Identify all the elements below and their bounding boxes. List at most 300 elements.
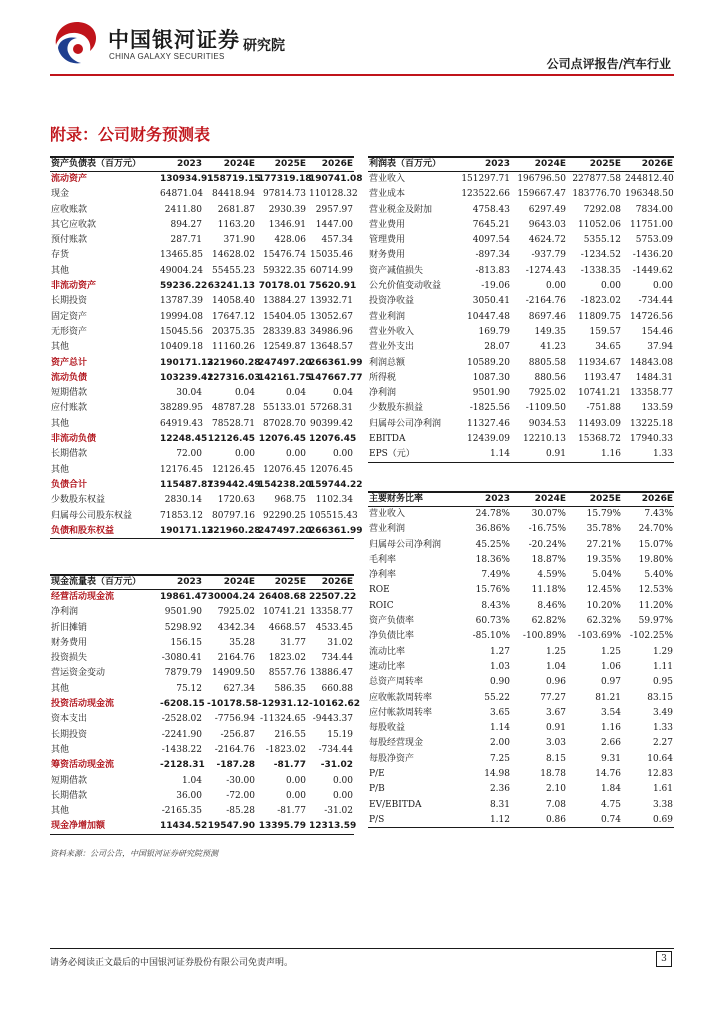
value-cell: -31.02	[320, 760, 353, 771]
value-cell: 110128.32	[309, 189, 358, 200]
table-row	[50, 743, 354, 758]
table-row	[368, 660, 674, 675]
value-cell: 0.04	[285, 388, 306, 399]
value-cell: 154238.20	[258, 479, 312, 490]
value-cell: 3.03	[545, 738, 566, 749]
value-cell: -3080.41	[161, 653, 202, 664]
value-cell: 147667.77	[309, 372, 363, 383]
row-label: 主要财务比率	[369, 494, 424, 504]
financial-ratios-table	[368, 491, 674, 828]
value-cell: 60714.99	[310, 265, 353, 276]
value-cell: 70178.01	[258, 281, 306, 292]
value-cell: 154.46	[641, 326, 673, 337]
value-cell: 2.36	[489, 784, 510, 795]
table-row	[50, 712, 354, 727]
value-cell: 627.34	[223, 683, 255, 694]
row-label: 每股净资产	[369, 753, 415, 764]
value-cell: 2830.14	[164, 495, 202, 506]
row-label: 营业利润	[369, 311, 406, 322]
value-cell: 586.35	[274, 683, 306, 694]
row-label: 应收帐款周转率	[369, 692, 433, 703]
value-cell: 5753.09	[635, 235, 673, 246]
value-cell: 1.11	[652, 661, 673, 672]
value-cell: 4533.45	[315, 622, 353, 633]
source-note: 资料来源：公司公告，中国银河证券研究院预测	[50, 849, 218, 858]
table-row	[368, 706, 674, 721]
value-cell: 10741.21	[263, 607, 306, 618]
value-cell: 1.27	[489, 646, 510, 657]
value-cell: 11160.26	[212, 342, 255, 353]
value-cell: 266361.99	[309, 525, 363, 536]
table-header	[50, 156, 354, 172]
table-row	[368, 752, 674, 767]
row-label: 营业利润	[369, 524, 406, 535]
value-cell: 1.29	[652, 646, 673, 657]
value-cell: 247497.20	[258, 357, 312, 368]
value-cell: 64871.04	[160, 189, 203, 200]
row-label: 筹资活动现金流	[51, 760, 115, 771]
value-cell: 4342.34	[217, 622, 255, 633]
value-cell: 60.73%	[475, 616, 510, 627]
value-cell: 7.43%	[644, 509, 673, 519]
row-label: 负债和股东权益	[51, 525, 115, 536]
value-cell: 1193.47	[583, 372, 621, 383]
value-cell: 156.15	[170, 637, 202, 648]
row-label: 毛利率	[369, 554, 397, 565]
value-cell: 2.10	[545, 784, 566, 795]
table-row	[368, 447, 674, 462]
value-cell: 0.00	[285, 775, 306, 786]
row-label: 长期投资	[51, 729, 88, 740]
row-label: 无形资产	[51, 326, 88, 337]
value-cell: 149.35	[534, 326, 566, 337]
value-cell: 35.78%	[586, 524, 621, 535]
table-row	[368, 248, 674, 263]
row-label: 流动负债	[51, 372, 88, 383]
value-cell: 30004.24	[207, 592, 255, 602]
value-cell: 177319.18	[258, 174, 312, 184]
table-row	[368, 721, 674, 736]
row-label: 长期投资	[51, 296, 88, 307]
value-cell: 12549.87	[263, 342, 306, 353]
value-cell: 15.07%	[638, 539, 673, 550]
value-cell: -1109.50	[525, 403, 566, 414]
table-row	[368, 813, 674, 828]
row-label: 应收账款	[51, 204, 88, 215]
table-row	[368, 325, 674, 340]
value-cell: 0.97	[600, 677, 621, 688]
value-cell: 15.79%	[586, 509, 621, 519]
row-label: 所得税	[369, 372, 397, 383]
value-cell: -813.83	[475, 265, 510, 276]
row-label: 营业外支出	[369, 342, 415, 353]
table-row	[50, 524, 363, 539]
value-cell: 77.27	[540, 692, 566, 703]
value-cell: 90399.42	[310, 418, 353, 429]
row-label: EPS（元）	[369, 449, 415, 460]
value-cell: 1.61	[652, 784, 673, 795]
value-cell: 0.00	[285, 449, 306, 460]
value-cell: -1449.62	[632, 265, 673, 276]
value-cell: 142161.75	[258, 372, 312, 383]
table-row	[50, 432, 357, 447]
row-label: 其他	[51, 464, 70, 475]
value-cell: -7756.94	[214, 714, 255, 725]
row-label: 现金净增加额	[51, 821, 106, 832]
table-row	[368, 264, 674, 279]
table-row	[368, 522, 674, 537]
table-row	[50, 356, 363, 371]
table-row	[50, 728, 354, 743]
value-cell: 12176.45	[160, 464, 203, 475]
value-cell: -2241.90	[161, 729, 202, 740]
table-row	[50, 340, 354, 355]
row-label: 固定资产	[51, 311, 88, 322]
table-row	[368, 187, 674, 202]
value-cell: 1.14	[489, 723, 510, 734]
value-cell: -19.06	[481, 281, 510, 292]
table-row	[368, 538, 674, 553]
value-cell: 55455.23	[212, 265, 255, 276]
value-cell: 10409.18	[160, 342, 203, 353]
row-label: 资产总计	[51, 357, 88, 368]
value-cell: 2026E	[641, 159, 673, 169]
table-row	[368, 401, 674, 416]
value-cell: 30.07%	[531, 509, 566, 519]
value-cell: -6208.15	[160, 699, 205, 710]
report-type: 公司点评报告/汽车行业	[546, 57, 671, 71]
row-label: 速动比率	[369, 661, 406, 672]
table-row	[368, 599, 674, 614]
table-row	[368, 798, 674, 813]
value-cell: 0.91	[545, 449, 566, 460]
page-header	[0, 0, 724, 84]
brand-name-cn: 中国银河证券	[108, 28, 240, 52]
value-cell: 1.12	[489, 814, 510, 825]
value-cell: 9501.90	[164, 607, 202, 618]
value-cell: 13465.85	[160, 250, 203, 261]
row-label: 营业收入	[369, 509, 406, 519]
value-cell: -1823.02	[265, 744, 306, 755]
table-row	[368, 568, 674, 583]
value-cell: 12.53%	[638, 585, 673, 596]
disclaimer-text: 请务必阅读正文最后的中国银河证券股份有限公司免责声明。	[50, 958, 294, 968]
row-label: 非流动负债	[51, 434, 97, 445]
value-cell: 13395.79	[258, 821, 306, 832]
value-cell: 1823.02	[268, 653, 306, 664]
value-cell: -256.87	[220, 729, 255, 740]
value-cell: 1.25	[545, 646, 566, 657]
value-cell: 11434.52	[160, 821, 208, 832]
table-row	[50, 325, 354, 340]
value-cell: 2.66	[600, 738, 621, 749]
value-cell: 4.59%	[537, 570, 566, 581]
row-label: 净利润	[369, 388, 397, 399]
table-row	[368, 203, 674, 218]
value-cell: -72.00	[226, 790, 255, 801]
value-cell: 14058.40	[212, 296, 255, 307]
row-label: 经营活动现金流	[51, 592, 115, 602]
value-cell: 105515.43	[309, 510, 358, 521]
value-cell: 35.28	[229, 637, 255, 648]
value-cell: 3.65	[489, 707, 510, 718]
value-cell: 13358.77	[630, 388, 673, 399]
value-cell: 11809.75	[578, 311, 621, 322]
value-cell: 78528.71	[212, 418, 255, 429]
value-cell: 9501.90	[472, 388, 510, 399]
table-row	[50, 386, 354, 401]
row-label: 财务费用	[369, 250, 406, 261]
value-cell: 9643.03	[528, 219, 566, 230]
value-cell: 13358.77	[310, 607, 353, 618]
value-cell: -12931.12	[258, 699, 309, 710]
table-row	[50, 819, 357, 834]
row-label: 长期借款	[51, 790, 88, 801]
value-cell: -2164.76	[214, 744, 255, 755]
value-cell: 130934.91	[160, 174, 214, 184]
row-label: 利润总额	[369, 357, 406, 368]
row-label: 投资活动现金流	[51, 699, 115, 710]
value-cell: 31.02	[327, 637, 353, 648]
table-row	[50, 478, 363, 493]
value-cell: 26408.68	[258, 592, 306, 602]
row-label: 预付账款	[51, 235, 88, 246]
table-row	[50, 605, 354, 620]
row-label: EV/EBITDA	[369, 799, 422, 810]
value-cell: 37.94	[647, 342, 673, 353]
value-cell: 0.90	[489, 677, 510, 688]
value-cell: 13886.47	[310, 668, 353, 679]
value-cell: 5.40%	[644, 570, 673, 581]
value-cell: 11751.00	[630, 219, 673, 230]
value-cell: 13884.27	[263, 296, 306, 307]
table-row	[50, 758, 354, 773]
row-label: 营业外收入	[369, 326, 415, 337]
value-cell: 1447.00	[315, 219, 353, 230]
table-header	[368, 156, 674, 172]
table-row	[50, 233, 354, 248]
table-row	[50, 651, 354, 666]
value-cell: 10447.48	[467, 311, 510, 322]
value-cell: 7925.02	[217, 607, 255, 618]
value-cell: 18.36%	[475, 554, 510, 565]
value-cell: 7645.21	[472, 219, 510, 230]
row-label: 资产负债率	[369, 616, 415, 627]
value-cell: 63241.13	[207, 281, 255, 292]
value-cell: 968.75	[274, 495, 306, 506]
value-cell: 14628.02	[212, 250, 255, 261]
table-row	[50, 697, 360, 712]
value-cell: 133.59	[641, 403, 673, 414]
table-row	[50, 401, 354, 416]
value-cell: 2.27	[652, 738, 673, 749]
value-cell: 0.00	[332, 790, 353, 801]
value-cell: 196796.50	[517, 174, 566, 184]
table-row	[368, 782, 674, 797]
value-cell: 97814.73	[263, 189, 306, 200]
value-cell: 75.12	[176, 683, 202, 694]
value-cell: 0.00	[600, 281, 621, 292]
value-cell: 12076.45	[310, 464, 353, 475]
table-row	[50, 666, 354, 681]
value-cell: -85.10%	[472, 631, 510, 642]
row-label: 营业成本	[369, 189, 406, 200]
value-cell: 2024E	[223, 159, 255, 169]
row-label: 投资净收益	[369, 296, 415, 307]
value-cell: -1825.56	[469, 403, 510, 414]
value-cell: 1346.91	[268, 219, 306, 230]
row-label: ROIC	[369, 600, 394, 611]
value-cell: 12126.45	[212, 464, 255, 475]
value-cell: 7834.00	[635, 204, 673, 215]
table-row	[50, 804, 354, 819]
value-cell: 19547.90	[207, 821, 255, 832]
value-cell: 15035.46	[310, 250, 353, 261]
row-label: 现金流量表（百万元）	[51, 577, 142, 587]
value-cell: -751.88	[586, 403, 621, 414]
table-row	[368, 432, 674, 447]
value-cell: 3.54	[600, 707, 621, 718]
brand-name-en: CHINA GALAXY SECURITIES	[109, 52, 225, 61]
value-cell: 0.00	[545, 281, 566, 292]
value-cell: 49004.24	[160, 265, 203, 276]
value-cell: 12.83	[647, 769, 673, 780]
table-header	[50, 574, 354, 590]
value-cell: 115487.87	[160, 479, 214, 490]
value-cell: 2023	[176, 577, 202, 587]
value-cell: 5355.12	[583, 235, 621, 246]
value-cell: 1720.63	[217, 495, 255, 506]
table-row	[368, 675, 674, 690]
value-cell: 3.67	[545, 707, 566, 718]
table-row	[50, 417, 354, 432]
table-row	[368, 767, 674, 782]
row-label: 其他	[51, 806, 70, 817]
row-label: 其它应收款	[51, 219, 97, 230]
value-cell: -81.77	[273, 760, 306, 771]
value-cell: 5298.92	[164, 622, 202, 633]
value-cell: 10.20%	[586, 600, 621, 611]
table-row	[368, 340, 674, 355]
table-row	[50, 493, 354, 508]
value-cell: 660.88	[321, 683, 353, 694]
value-cell: 48787.28	[212, 403, 255, 414]
value-cell: 1.06	[600, 661, 621, 672]
value-cell: 2411.80	[164, 204, 202, 215]
value-cell: 8.15	[545, 753, 566, 764]
value-cell: 5.04%	[592, 570, 621, 581]
row-label: 营业费用	[369, 219, 406, 230]
value-cell: 59322.35	[263, 265, 306, 276]
row-label: 归属母公司净利润	[369, 418, 442, 429]
table-row	[368, 386, 674, 401]
value-cell: -85.28	[226, 806, 255, 817]
value-cell: 266361.99	[309, 357, 363, 368]
value-cell: 1.84	[600, 784, 621, 795]
value-cell: 18.87%	[531, 554, 566, 565]
value-cell: 7.49%	[481, 570, 510, 581]
value-cell: 55.22	[484, 692, 510, 703]
value-cell: 244812.40	[625, 174, 674, 184]
value-cell: 2023	[484, 159, 510, 169]
table-row	[50, 371, 363, 386]
value-cell: 2024E	[223, 577, 255, 587]
table-row	[50, 264, 354, 279]
value-cell: 14726.56	[630, 311, 673, 322]
value-cell: 7879.79	[164, 668, 202, 679]
table-row	[50, 172, 363, 187]
value-cell: 55133.01	[263, 403, 306, 414]
row-label: 其他	[51, 744, 70, 755]
value-cell: 1163.20	[217, 219, 255, 230]
value-cell: 34.65	[595, 342, 621, 353]
value-cell: 103239.42	[160, 372, 214, 383]
value-cell: 19861.47	[160, 592, 208, 602]
value-cell: -1438.22	[161, 744, 202, 755]
value-cell: -734.44	[318, 744, 353, 755]
value-cell: 14.76	[595, 769, 621, 780]
value-cell: -20.24%	[528, 539, 566, 550]
table-row	[50, 774, 354, 789]
value-cell: 4097.54	[472, 235, 510, 246]
row-label: 归属母公司股东权益	[51, 510, 133, 521]
value-cell: 2025E	[589, 494, 621, 504]
value-cell: 7.25	[489, 753, 510, 764]
row-label: 存货	[51, 250, 70, 261]
table-row	[50, 509, 358, 524]
value-cell: 123522.66	[461, 189, 510, 200]
value-cell: 11.20%	[638, 600, 673, 611]
value-cell: 13225.18	[630, 418, 673, 429]
value-cell: 72.00	[176, 449, 202, 460]
row-label: P/E	[369, 769, 385, 780]
value-cell: 12076.45	[309, 434, 357, 445]
value-cell: 0.00	[332, 449, 353, 460]
value-cell: -31.02	[324, 806, 353, 817]
row-label: 折旧摊销	[51, 622, 88, 633]
value-cell: 0.74	[600, 814, 621, 825]
value-cell: 18.78	[540, 769, 566, 780]
value-cell: 3.49	[652, 707, 673, 718]
value-cell: 11493.09	[578, 418, 621, 429]
value-cell: 20375.35	[212, 326, 255, 337]
value-cell: 880.56	[534, 372, 566, 383]
value-cell: 183776.70	[572, 189, 621, 200]
value-cell: 59.97%	[638, 616, 673, 627]
value-cell: 8.43%	[481, 600, 510, 611]
value-cell: -100.89%	[522, 631, 566, 642]
value-cell: 10741.21	[578, 388, 621, 399]
value-cell: 75620.91	[309, 281, 357, 292]
value-cell: 92290.25	[263, 510, 306, 521]
table-row	[368, 218, 674, 233]
table-row	[50, 682, 354, 697]
value-cell: 8805.58	[528, 357, 566, 368]
value-cell: 15368.72	[578, 434, 621, 445]
table-row	[50, 248, 354, 263]
value-cell: 7925.02	[528, 388, 566, 399]
value-cell: 17940.33	[630, 434, 673, 445]
value-cell: -9443.37	[312, 714, 353, 725]
galaxy-logo-icon	[50, 18, 104, 68]
value-cell: 13787.39	[160, 296, 203, 307]
row-label: 现金	[51, 189, 70, 200]
value-cell: 81.21	[595, 692, 621, 703]
value-cell: 80797.16	[212, 510, 255, 521]
value-cell: 11327.46	[467, 418, 510, 429]
value-cell: 1.04	[545, 661, 566, 672]
brand-subtitle: 研究院	[243, 38, 285, 54]
